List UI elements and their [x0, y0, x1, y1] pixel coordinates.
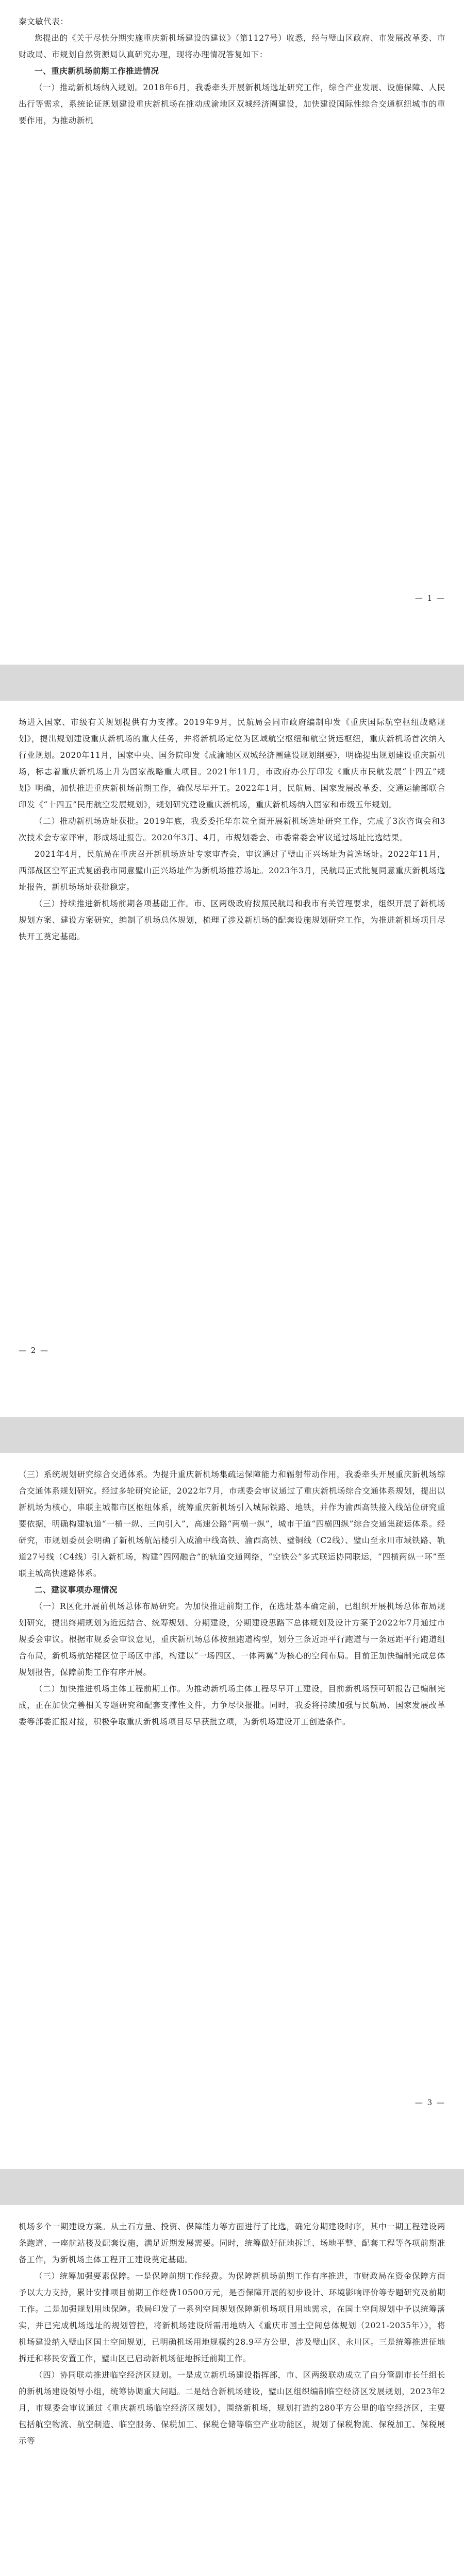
page-gap [0, 2169, 464, 2205]
body-paragraph: （一）R区化开展前机场总体布局研究。为加快推进前期工作，在选址基本确定前，已组织开展机场总体布局规划研究，提出终期规划为近远结合、统筹规划、分期建设，分期建设思路下总体规划及设计方案于2022年7月通过市规委会审议。根据市规委会审议意见，重庆新机场总体按照跑道构型，划分三条近距平行跑道与一条远距平行跑道组合布局，新机场航站楼区位于场区中部，构建以“一场四区、一体两翼”为核心的空间布局。目前正加快编制完成总体规划报告，保障前期工作有序开展。 [19, 1602, 445, 1677]
body-paragraph: 机场多个一期建设方案。从土石方量、投资、保障能力等方面进行了比选，确定分期建设时序，其中一期工程建设两条跑道、一座航站楼及配套设施，满足近期发展需要。同时，统筹做好征地拆迁、场地平整、配套工程等各项前期准备工作，为新机场主体工程开工建设奠定基础。 [19, 2222, 445, 2264]
document-page [0, 2205, 464, 2576]
body-paragraph: （三）持续推进新机场前期各项基础工作。市、区两级政府按照民航局和我市有关管理要求，组织开展了新机场规划方案、建设方案研究，编制了机场总体规划，梳理了涉及新机场的配套设施规划研究工作，为推进新机场项目尽快开工奠定基础。 [19, 899, 445, 941]
document-page [0, 0, 464, 665]
body-paragraph: （三）统筹加强要素保障。一是保障前期工作经费。为保障新机场前期工作有序推进，市财政局在资金保障方面予以大力支持，累计安排项目前期工作经费10500万元，是否保障开展的初步设计、环境影响评价等专题研究及前期工作。二是加强规划用地保障。我局印发了一系列空间规划保障新机场项目用地需求，在国土空间规划中予以统筹落实，并已完成机场选址的规划管控，将新机场建设所需用地纳入《重庆市国土空间总体规划（2021-2035年）》，将机场建设纳入璧山区国土空间规划，已明确机场用地规模约28.9平方公里，涉及璧山区、永川区。三是统筹推进征地拆迁和移民安置工作，璧山区已启动新机场征地拆迁前期工作。 [19, 2272, 445, 2363]
body-paragraph: （四）协同联动推进临空经济区规划。一是成立新机场建设指挥部，市、区两级联动成立了由分管副市长任组长的新机场建设领导小组，统筹协调重大问题。二是结合新机场建设，璧山区组织编制临空经济区发展规划，2023年2月，市规委会审议通过《重庆新机场临空经济区规划》，围绕新机场，规划打造约280平方公里的临空经济区，主要包括航空物流、航空制造、临空服务、保税加工、保税仓储等临空产业功能区，规划了保税物流、保税加工、保税展示等 [19, 2370, 445, 2446]
page-gap [0, 665, 464, 701]
section-heading: 一、重庆新机场前期工作推进情况 [35, 66, 159, 76]
page-number: — 2 — [19, 1346, 49, 1355]
document-page [0, 1453, 464, 2169]
document-page [0, 701, 464, 1417]
body-paragraph: （二）推动新机场选址获批。2019年底，我委委托华东院全面开展新机场选址研究工作，完成了3次咨询会和3次技术会专家评审，形成场址报告。2020年3月、4月，市规划委会、市委常委会审议通过场址比选结果。 [19, 817, 445, 842]
body-paragraph: （一）推动新机场纳入规划。2018年6月，我委牵头开展新机场选址研究工作，综合产业发展、设施保障、人民出行等需求，系统论证规划建设重庆新机场在推动成渝地区双城经济圈建设，加快建设国际性综合交通枢纽城市的重要作用，为推动新机 [19, 83, 445, 125]
page-number: — 3 — [415, 2098, 445, 2107]
page-number: — 1 — [415, 594, 445, 603]
body-paragraph: 秦文敏代表： [19, 17, 69, 26]
body-paragraph: 2021年4月，民航局在重庆召开新机场选址专家审查会，审议通过了璧山正兴场址为首选场址。2022年11月，西部战区空军正式复函我市同意璧山正兴场址作为新机场推荐场址。2023年3月，民航局正式批复同意重庆新机场选址报告，新机场场址获批稳定。 [19, 850, 445, 892]
body-paragraph: （二）加快推进机场主体工程前期工作。为推动新机场主体工程尽早开工建设，目前新机场预可研报告已编制完成，正在加快完善相关专题研究和配套支撑性文件，力争尽快报批。同时，我委将持续加强与民航局、国家发展改革委等部委汇报对接，积极争取重庆新机场项目尽早获批立项，为新机场建设开工创造条件。 [19, 1684, 445, 1726]
body-paragraph: 您提出的《关于尽快分期实施重庆新机场建设的建议》（第1127号）收悉，经与璧山区政府、市发展改革委、市财政局、市规划自然资源局认真研究办理，现将办理情况答复如下： [19, 33, 445, 59]
body-paragraph: （三）系统规划研究综合交通体系。为提升重庆新机场集疏运保障能力和辐射带动作用，我委牵头开展重庆新机场综合交通体系规划研究。经过多轮研究论证，2022年7月，市规委会审议通过了重庆新机场综合交通体系规划，提出以新机场为核心，串联主城都市区枢纽体系，统筹重庆新机场引入城际铁路、地铁，并作为渝西高铁接入线站位研究重要依据，明确构建轨道“一横一纵、三向引入”，高速公路“两横一纵”，城市干道“四横四纵”综合交通集疏运体系。经研究，市规划委员会明确了新机场航站楼引入成渝中线高铁、渝西高铁、璧铜线（C2线）、璧山至永川市域铁路、轨道27号线（C4线）引入新机场，构建“四网融合”的轨道交通网络，“空铁公”多式联运协同联运，“四横两纵一环”至联主城高快速路体系。 [19, 1470, 445, 1578]
section-heading: 二、建议事项办理情况 [35, 1585, 118, 1595]
page-gap [0, 1417, 464, 1453]
body-paragraph: 场进入国家、市级有关规划提供有力支撑。2019年9月，民航局会同市政府编制印发《重庆国际航空枢纽战略规划》，提出规划建设重庆新机场的重大任务，并将新机场定位为区域航空枢纽和航空货运枢纽，重庆新机场首次纳入行业规划。2020年11月，国家中央、国务院印发《成渝地区双城经济圈建设规划纲要》，明确提出规划建设重庆新机场，标志着重庆新机场上升为国家战略重大项目。2021年11月，市政府办公厅印发《重庆市民航发展“十四五”规划》明确，加快推进重庆新机场前期工作，确保尽早开工。2022年1月，民航局、国家发展改革委、交通运输部联合印发《“十四五”民用航空发展规划》，规划研究建设重庆新机场，重庆新机场纳入国家和市级五年规划。 [19, 718, 445, 809]
